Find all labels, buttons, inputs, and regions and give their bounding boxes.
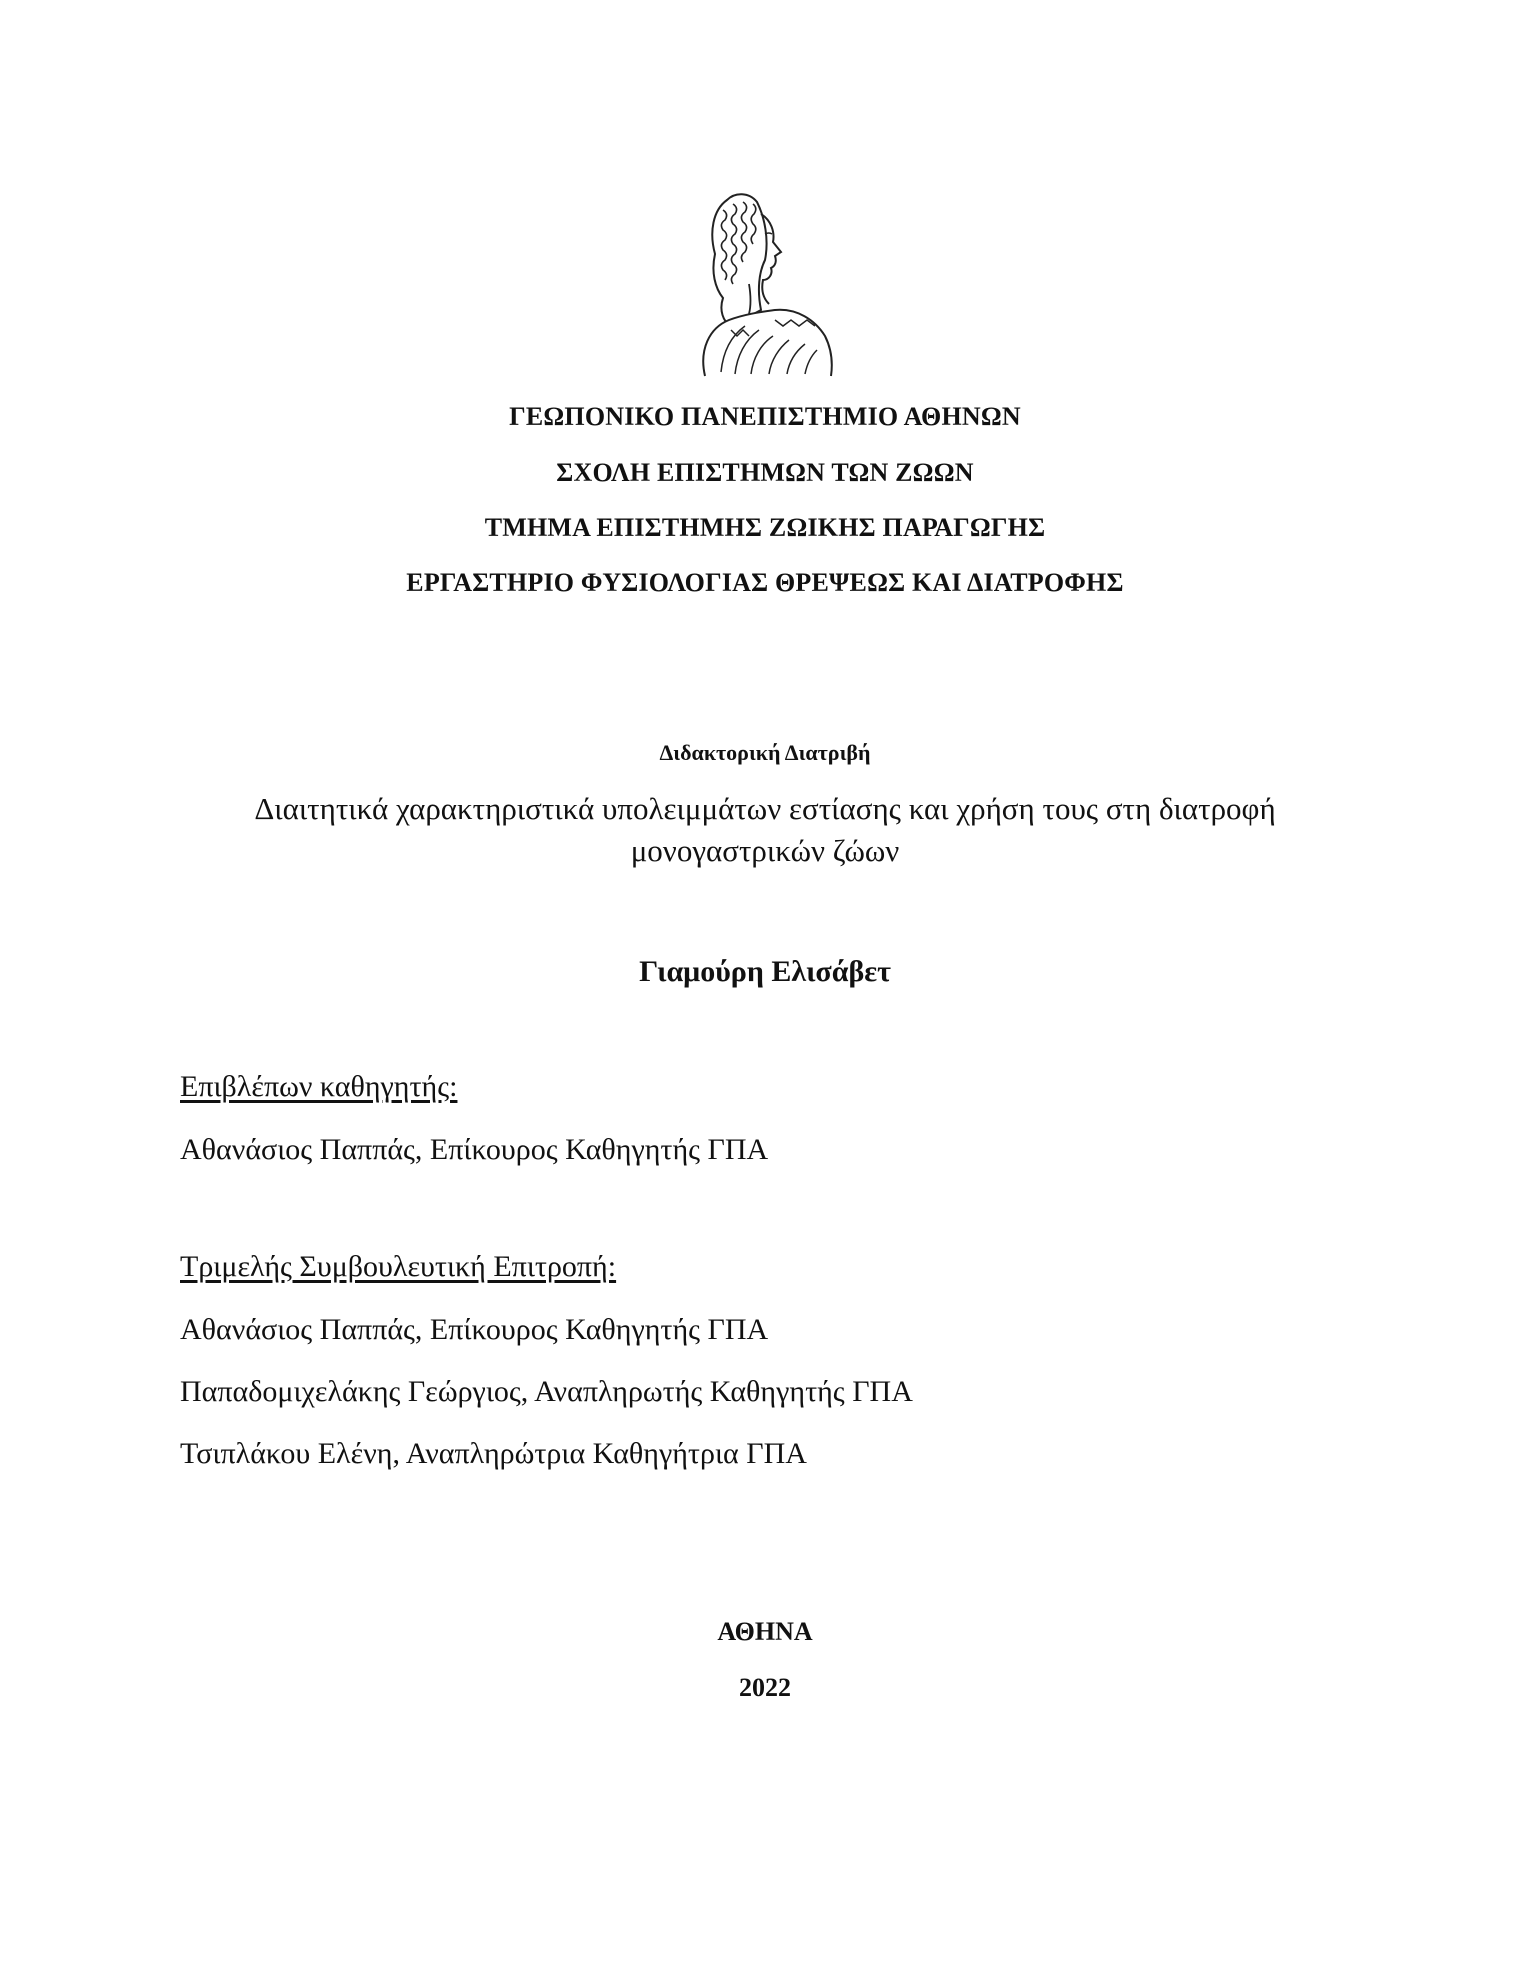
supervisor-name: Αθανάσιος Παππάς, Επίκουρος Καθηγητής ΓΠΑ: [180, 1133, 769, 1166]
thesis-title: [150, 788, 1380, 872]
committee-member: Παπαδομιχελάκης Γεώργιος, Αναπληρωτής Καθηγητής ΓΠΑ: [180, 1375, 913, 1408]
supervisor-label: Επιβλέπων καθηγητής:: [180, 1070, 458, 1103]
department-name: ΤΜΗΜΑ ΕΠΙΣΤΗΜΗΣ ΖΩΙΚΗΣ ΠΑΡΑΓΩΓΗΣ: [484, 513, 1046, 542]
university-name: ΓΕΩΠΟΝΙΚΟ ΠΑΝΕΠΙΣΤΗΜΙΟ ΑΘΗΝΩΝ: [509, 402, 1021, 431]
thesis-type: Διδακτορική Διατριβή: [659, 740, 871, 765]
committee-label: Τριμελής Συμβουλευτική Επιτροπή:: [180, 1250, 617, 1283]
thesis-title-line-2: μονογαστρικών ζώων: [630, 833, 900, 868]
thesis-title-line-1: Διαιτητικά χαρακτηριστικά υπολειμμάτων εστίασης και χρήση τους στη διατροφή: [254, 791, 1276, 826]
school-name: ΣΧΟΛΗ ΕΠΙΣΤΗΜΩΝ ΤΩΝ ΖΩΩΝ: [556, 458, 974, 487]
year: 2022: [739, 1673, 791, 1702]
committee-member: Τσιπλάκου Ελένη, Αναπληρώτρια Καθηγήτρια ΓΠΑ: [180, 1437, 807, 1470]
committee-member: Αθανάσιος Παππάς, Επίκουρος Καθηγητής ΓΠΑ: [180, 1313, 769, 1346]
athena-bust-icon: [665, 180, 865, 380]
laboratory-name: ΕΡΓΑΣΤΗΡΙΟ ΦΥΣΙΟΛΟΓΙΑΣ ΘΡΕΨΕΩΣ ΚΑΙ ΔΙΑΤΡΟΦΗΣ: [406, 568, 1124, 597]
city: ΑΘΗΝΑ: [717, 1617, 813, 1646]
author-name: Γιαμούρη Ελισάβετ: [639, 955, 891, 988]
